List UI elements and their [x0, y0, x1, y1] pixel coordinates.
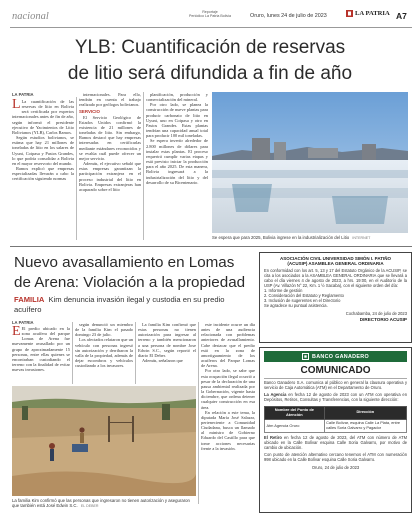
paragraph: La cuantificación de las reservas de litio en Bolivia será certificada por expertos internacionales antes de fin de año, según informó el presidente ejecutivo de Yacimientos de Litio Bolivianos (YLB), Carlos Ramos.: [12, 99, 74, 135]
lithium-photo: [212, 92, 408, 233]
table-header: Dirección: [324, 406, 406, 419]
article-1-column-3: [146, 92, 208, 240]
bank-paragraph: en fecha 12 de agosto de 2023 con un ATM con operativa en Depósitos, Retiros, Consultas y Transferencias, con la siguiente dirección:: [264, 391, 407, 402]
notice-title: [264, 256, 407, 267]
bank-paragraph: en fecha 12 de agosto de 2023, del ATM con número de ATM ubicado en la Calle Bolívar esquina Calle Soria Galvarro, por motivo de cambio de ubicación.: [264, 435, 407, 450]
flag-icon: [346, 10, 353, 17]
paragraph: según denunció un miembro de la familia Kim el pasado domingo 23 de julio.: [75, 322, 133, 338]
article-2-photo-caption: [12, 498, 196, 509]
page-number: A7: [396, 11, 407, 21]
paragraph: Por otro lado, se planea la construcción de nueve plantas para producir carbonato de litio en Uyuni, uno en Coipasa y otro en Pastos Grandes. Estas plantas tendrían una capacidad anual total para producir 100 mil toneladas.: [146, 102, 208, 139]
paragraph: Se espera invertir alrededor de 2.800 millones de dólares para instalar estas plantas. El proceso requerirá cumplir varias etapas y está previsto iniciar la producción para el año 2025. De esta manera, Bolivia ingresará a la industrialización del litio y del desarrollo de su Bicentenario.: [146, 138, 208, 185]
agenda-item: 3. Inclusión de sugerentes en el Directorio: [264, 298, 341, 304]
deck-line: Kim denuncia invasión ilegal y custodia en su predio: [48, 295, 225, 304]
agenda-item: Se agradece su puntual asistencia.: [264, 303, 328, 309]
bank-logo-icon: [302, 353, 309, 360]
paragraph: Por otro lado, se sabe que esta ocupación ilegal ocurrió a pesar de la declaración de una pausa ambiental realizada por la Gobernación, vigente hasta diciembre, que ordena detener cualquier construcción en esa área.: [201, 368, 255, 410]
article-2-deck: [14, 295, 254, 315]
header-line: Reportaje: [202, 10, 218, 14]
logo-text: LA PATRIA: [355, 10, 390, 17]
photo-credit: INTERNET: [352, 236, 371, 240]
notice-title-line: ASOCIACIÓN CIVIL UNIVERSIDAD SIMÓN I. PATIÑO: [279, 256, 391, 261]
paragraph: Según estudios bolivianos, se estima que hay 21 millones de toneladas de litio en los salares de Uyuni, Coipasa y Pastos Grandes, lo que podría consolidar a Bolivia en el mayor reservorio del mundo.: [12, 135, 74, 166]
article-1-column-1: [12, 99, 74, 240]
bank-paragraph: Banco Ganadero S.A. comunica al público en general la clausura operativa y servicio de Caja Automática (ATM) en el Departamento de Oruro.: [264, 380, 407, 390]
communique-title: COMUNICADO: [300, 365, 371, 376]
paragraph: Además, señalaron que: [142, 358, 183, 364]
paragraph: planificación, producción y comercialización del mineral.: [146, 92, 208, 103]
paragraph: Los afectados relataron que un vehículo con personas ingresó sin autorización y derribaron la valla de la propiedad, además de dejar escombros y vehículos custodiando a los invasores.: [75, 337, 133, 369]
acusip-notice: [259, 252, 412, 343]
agenda-list: [264, 289, 407, 309]
caption-text: La familia Kim confirmó que las personas que ingresaron no tienen autorización y aseguraron que también está José Edwin S.C.: [12, 498, 190, 509]
headline-line: YLB: Cuantificación de reservas: [74, 37, 346, 58]
article-2-column-2: [75, 322, 133, 383]
section-name: nacional: [12, 11, 49, 22]
table-header: Nombre del Punto de Atención: [265, 406, 325, 419]
article-2-headline: [14, 253, 254, 293]
article-2-column-1: [12, 326, 70, 383]
article-1-photo-caption: [212, 235, 408, 240]
kicker: FAMILIA: [14, 295, 45, 304]
deck-line: acuífero: [14, 305, 42, 314]
header-date: Oruro, lunes 24 de julio de 2023: [250, 13, 327, 19]
notice-place-date: Cochabamba, 24 de julio de 2023: [345, 311, 407, 317]
table-row: [265, 419, 407, 432]
headline-line: Nuevo avasallamiento en Lomas: [14, 254, 235, 271]
article-2-byline: LA PATRIA: [12, 320, 34, 325]
header-center: [170, 10, 250, 19]
photo-credit: EL DEBER: [80, 504, 99, 509]
notice-body: En conformidad con los art. 5, 13 y 17 del Estatuto Orgánico de la ACUSIP, se cita a los asociados a la ASAMBLEA GENERAL ORDINARIA que se llevará a cabo el día viernes 4 de agosto de 2023, a hrs. 19:00, en el Auditorio de la USP (Av. Villazón N° 22, Km. 1 ½ Sacaba), con el siguiente orden del día:: [264, 267, 407, 288]
paragraph: este incidente ocurre un día antes de una audiencia relacionada con problemas anteriores de avasallamiento. Cabe destacar que el predio está en la zona de amortiguamiento de los acuíferos del Parque Lomas de Arena.: [201, 322, 255, 369]
article-1-headline: [0, 35, 420, 87]
paragraph: La familia Kim confirmó que estas personas no tienen autorización para ingresar al terreno y también mencionaron a una persona de nombre Jose Edwin S.C., según reportó el diario El Deber.: [138, 322, 196, 358]
headline-line: de Arena: Violación a la propiedad: [14, 274, 246, 291]
subheading: SERVICIO: [79, 109, 100, 115]
notice-signature: DIRECTORIO ACUSIP: [359, 317, 407, 323]
article-1-byline: LA PATRIA: [12, 92, 34, 97]
atm-table: [264, 406, 407, 433]
paragraph: El predio ubicado en la zona acuífera del parque Lomas de Arena fue nuevamente avasallado por un grupo de aproximadamente 15 personas, entre ellas quienes se encontraban custodiando el terreno con la finalidad de evitar nuevas invasiones.: [12, 326, 70, 373]
paragraph: Además, el ejecutivo señaló que estas empresas garantizan la participación extranjera en el proceso industrial del litio en Bolivia. Empresas extranjeras han acaparado sobre el litio: [79, 161, 141, 192]
paragraph: Ramos explicó que empresas especializadas llevarán a cabo la certificación siguiendo normas: [12, 166, 74, 182]
agenda-item: 1. Informe de gestión: [264, 288, 303, 294]
bank-logo-bar: [264, 351, 407, 362]
article-1-column-2: [79, 92, 141, 240]
bank-notice-date: Oruro, 24 de julio de 2023: [311, 464, 360, 470]
drop-cap: L: [12, 99, 21, 112]
paragraph: internacionales. Para ello, tendrán en cuenta el trabajo realizado por geólogos bolivianos.: [79, 92, 141, 108]
bank-paragraph-label: El Retiro: [264, 435, 282, 440]
bank-notice: [259, 347, 412, 513]
agenda-item: 2. Consideración del Estatuto y Reglamento: [264, 293, 344, 299]
bank-paragraph: Con punto de atención alternativo cercano tenemos el ATM con numeración 998 ubicado en la Calle Bolívar esquina Calle Soria Galvarro.: [264, 451, 407, 462]
drop-cap: E: [12, 326, 21, 339]
article-2-column-4: [201, 322, 255, 505]
bank-name: BANCO GANADERO: [312, 353, 369, 360]
headline-line: de litio será difundida a fin de año: [67, 63, 353, 84]
bank-paragraph-label: La Agencia: [264, 391, 287, 397]
newspaper-logo: [346, 10, 390, 17]
article-2-column-3: [138, 322, 196, 383]
table-cell: Atm Agencia Oruro: [265, 419, 325, 432]
header-line: Periódico La Patria Bolivia: [189, 14, 231, 19]
caption-text: Se espera que para 2025, Bolivia ingrese en la industrialización del Litio: [212, 235, 350, 240]
paragraph: El Servicio Geológico de Estados Unidos confirmó la existencia de 21 millones de toneladas de litio. Sin embargo, Ramos destacó que hay empresas interesadas en certificarlas mediante estándares reconocidos y se evalúa cuál puede ofrecer un mejor servicio.: [79, 114, 141, 161]
notice-title-line: (ACUSIP) ASAMBLEA GENERAL ORDINARIA: [287, 261, 384, 267]
land-photo: [12, 386, 196, 496]
table-cell: Calle Bolívar, esquina Calle La Plata, entre calles Soria Galvarro y Pagador: [324, 419, 406, 432]
paragraph: En relación a este tema, la diputada María José Salazar, perteneciente a Comunidad Ciudadana, busca un llamado al ministro de Gobierno Eduardo del Castillo para que tome acciones necesarias frente a la invasión.: [201, 409, 255, 451]
